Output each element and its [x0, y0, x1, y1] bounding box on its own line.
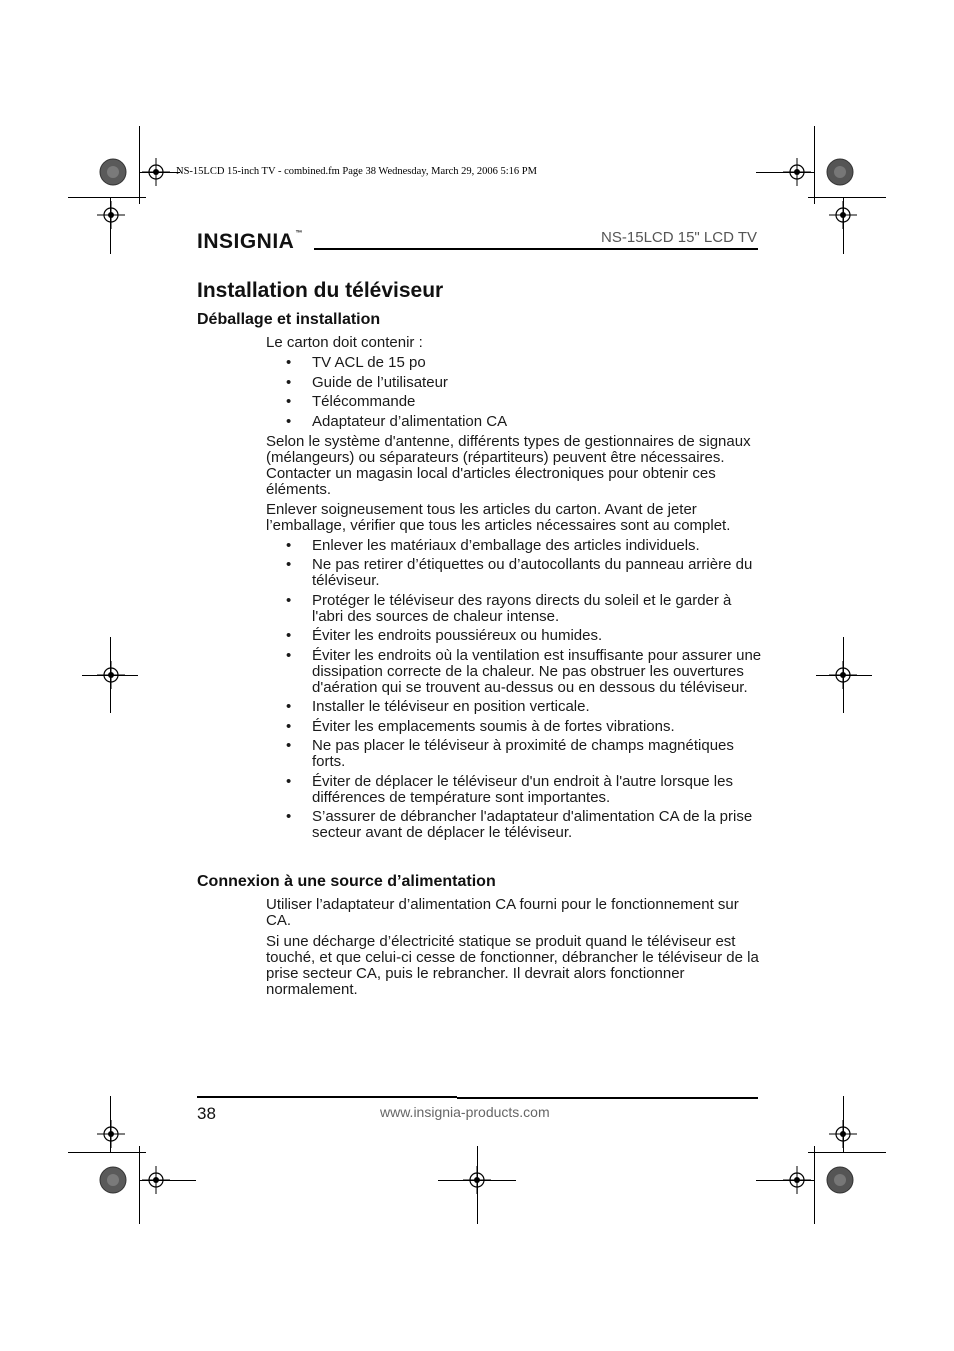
registration-mark-icon [97, 661, 125, 689]
section-heading-unpacking: Déballage et installation [197, 311, 381, 328]
header-model: NS-15LCD 15" LCD TV [601, 229, 757, 246]
crop-mark-line [139, 126, 140, 204]
list-item: • Éviter de déplacer le téléviseur d'un endroit à l'autre lorsque les différences de température sont importantes. [286, 772, 733, 806]
paragraph-remove-items: Enlever soigneusement tous les articles du carton. Avant de jeter l’emballage, vérifier que tous les articles nécessaires sont au complet. [266, 500, 731, 534]
footer-url: www.insignia-products.com [380, 1104, 550, 1120]
color-target-icon [99, 1166, 127, 1194]
registration-mark-icon [829, 201, 857, 229]
list-item: • TV ACL de 15 po [286, 354, 426, 371]
list-item: • Éviter les endroits où la ventilation est insuffisante pour assurer une dissipation correcte de la chaleur. Ne pas obstruer les ouvertures d'aération qui se trouvent au-dessus ou en dessous du téléviseur. [286, 646, 762, 696]
registration-mark-icon [97, 1120, 125, 1148]
section-body-unpacking [266, 335, 762, 845]
list-item: • Télécommande [286, 393, 416, 410]
precautions-list [266, 538, 762, 842]
box-contents-intro: Le carton doit contenir : [266, 334, 423, 351]
registration-mark-icon [142, 1166, 170, 1194]
registration-mark-icon [783, 158, 811, 186]
section-heading-power: Connexion à une source d’alimentation [197, 873, 496, 890]
color-target-icon [826, 1166, 854, 1194]
list-item: • Guide de l’utilisateur [286, 373, 448, 391]
list-item: • Ne pas placer le téléviseur à proximité de champs magnétiques forts. [286, 737, 734, 770]
registration-mark-icon [142, 158, 170, 186]
registration-mark-icon [783, 1166, 811, 1194]
crop-mark-line [808, 1152, 886, 1153]
logo-text: INSIGNIA [197, 230, 295, 253]
registration-mark-icon [97, 201, 125, 229]
paragraph-static-discharge: Si une décharge d’électricité statique se produit quand le téléviseur est touché, et que celui-ci cesse de fonctionner, débrancher le téléviseur de la prise secteur CA, puis le rebrancher. Il devrait alors fonctionner normalement. [266, 933, 759, 998]
framemaker-header: NS-15LCD 15-inch TV - combined.fm Page 38 Wednesday, March 29, 2006 5:16 PM [176, 166, 537, 177]
page-title: Installation du téléviseur [197, 279, 444, 302]
list-item: • Enlever les matériaux d’emballage des articles individuels. [286, 536, 700, 554]
crop-mark-line [814, 1146, 815, 1224]
registration-mark-icon [463, 1166, 491, 1194]
box-contents-list [266, 355, 762, 430]
list-item: • Protéger le téléviseur des rayons directs du soleil et le garder à l'abri des sources de chaleur intense. [286, 591, 732, 625]
trademark-symbol: ™ [295, 230, 303, 237]
registration-mark-icon [829, 1120, 857, 1148]
crop-mark-line [139, 1146, 140, 1224]
header-rule [314, 248, 758, 250]
list-item: • Éviter les endroits poussiéreux ou humides. [286, 627, 603, 644]
paragraph-antenna: Selon le système d'antenne, différents types de gestionnaires de signaux (mélangeurs) ou séparateurs (répartiteurs) peuvent être nécessaires. Contacter un magasin local d'articles électroniques pour obtenir ces éléments. [266, 432, 751, 498]
list-item: • Installer le téléviseur en position verticale. [286, 698, 590, 715]
list-item: • Ne pas retirer d’étiquettes ou d’autocollants du panneau arrière du téléviseur. [286, 556, 753, 589]
registration-mark-icon [829, 661, 857, 689]
footer-rule [457, 1097, 758, 1099]
list-item: • S’assurer de débrancher l'adaptateur d'alimentation CA de la prise secteur avant de déplacer le téléviseur. [286, 808, 753, 841]
section-body-power [266, 897, 762, 1002]
crop-mark-line [68, 1152, 146, 1153]
list-item: • Adaptateur d’alimentation CA [286, 412, 508, 430]
crop-mark-line [814, 126, 815, 204]
list-item: • Éviter les emplacements soumis à de fortes vibrations. [286, 717, 675, 735]
page-number: 38 [197, 1104, 216, 1123]
footer-rule [197, 1096, 457, 1098]
crop-mark-line [68, 197, 146, 198]
crop-mark-line [808, 197, 886, 198]
paragraph-ac-adapter: Utiliser l’adaptateur d’alimentation CA fourni pour le fonctionnement sur CA. [266, 896, 739, 929]
color-target-icon [99, 158, 127, 186]
insignia-logo [197, 230, 303, 254]
color-target-icon [826, 158, 854, 186]
